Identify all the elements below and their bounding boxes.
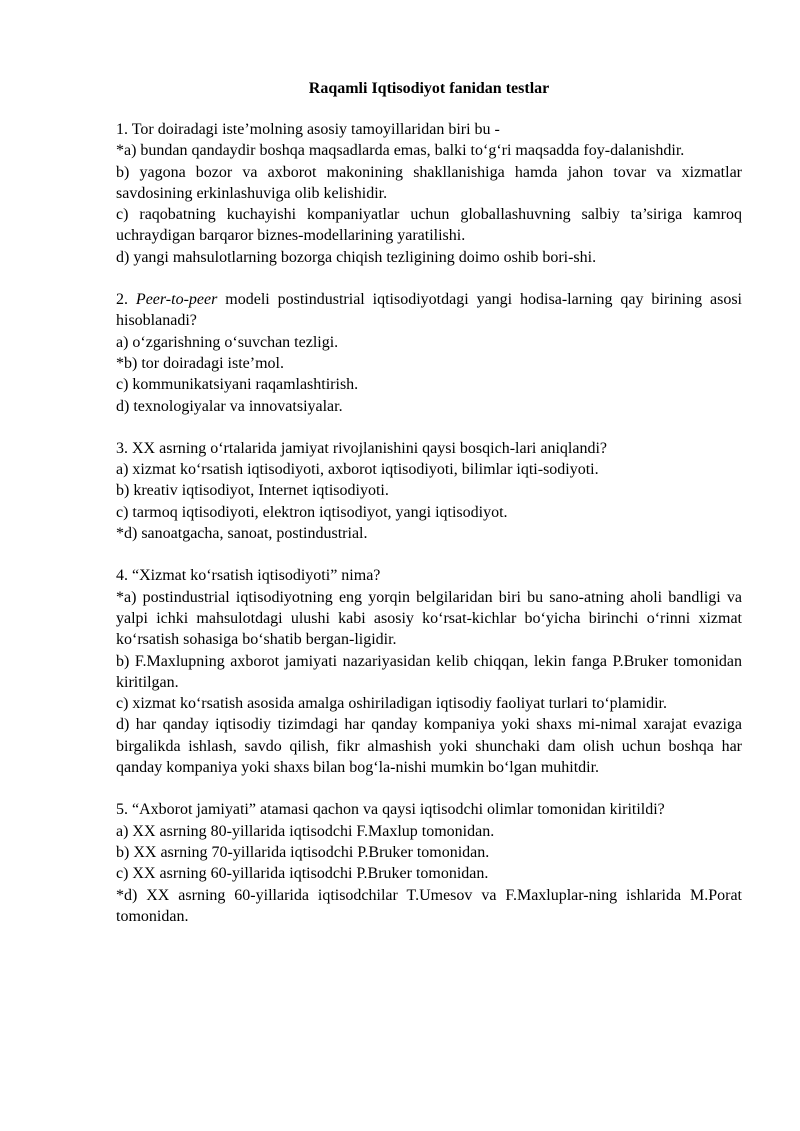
answer-option: *a) bundan qandaydir boshqa maqsadlarda emas, balki to‘g‘ri maqsadda foy-dalanishdir. (116, 142, 685, 160)
question-italic-term: Peer-to-peer (135, 291, 218, 309)
answer-option: b) kreativ iqtisodiyot, Internet iqtisodiyoti. (116, 482, 389, 500)
question-body: modeli postindustrial iqtisodiyotdagi yangi hodisa-larning qay birining asosi hisoblanadi? (116, 291, 742, 330)
answer-option: a) XX asrning 80-yillarida iqtisodchi F.Maxlup tomonidan. (116, 822, 495, 840)
question-text (116, 438, 742, 459)
answer-option: *d) sanoatgacha, sanoat, postindustrial. (116, 525, 368, 543)
question-text (116, 119, 742, 140)
answer-option: b) yagona bozor va axborot makonining shakllanishiga hamda jahon tovar va xizmatlar savdosining erkinlashuviga olib kelishidir. (116, 163, 742, 202)
answer-option: *d) XX asrning 60-yillarida iqtisodchilar T.Umesov va F.Maxluplar-ning ishlarida M.Porat tomonidan. (116, 886, 742, 925)
answer-option: *a) postindustrial iqtisodiyotning eng yorqin belgilaridan biri bu sano-atning aholi bandligi va yalpi ichki mahsulotdagi ulushi kabi asosiy ko‘rsat-kichlar bo‘yicha birinchi o‘rinni xizmat ko‘rsatish sohasiga bo‘shatib bergan-ligidir. (116, 588, 742, 649)
answer-option: d) texnologiyalar va innovatsiyalar. (116, 397, 343, 415)
question-5 (116, 799, 742, 927)
answer-option: c) tarmoq iqtisodiyoti, elektron iqtisodiyot, yangi iqtisodiyot. (116, 503, 508, 521)
answer-option: a) xizmat ko‘rsatish iqtisodiyoti, axborot iqtisodiyoti, bilimlar iqti-sodiyoti. (116, 461, 599, 479)
question-1 (116, 119, 742, 268)
answer-option: a) o‘zgarishning o‘suvchan tezligi. (116, 333, 339, 351)
question-text (116, 565, 742, 586)
question-number: 1. (116, 121, 128, 138)
question-4 (116, 565, 742, 778)
answer-option: c) raqobatning kuchayishi kompaniyatlar uchun globallashuvning salbiy ta’siriga kamroq uchraydigan barqaror biznes-modellarining yaratilishi. (116, 206, 742, 245)
question-number: 2. (116, 291, 128, 309)
answer-option: d) har qanday iqtisodiy tizimdagi har qanday kompaniya yoki shaxs mi-nimal xarajat evaziga birgalikda ishlash, savdo qilish, fikr almashish yoki shunchaki dam olish uchun boshqa har qanday kompaniya yoki shaxs bilan bog‘la-nishi mumkin bo‘lgan muhitdir. (116, 716, 742, 777)
answer-option: c) kommunikatsiyani raqamlashtirish. (116, 376, 359, 394)
document-page (116, 78, 742, 948)
answer-option: c) xizmat ko‘rsatish asosida amalga oshiriladigan iqtisodiy faoliyat turlari to‘plamidir. (116, 695, 667, 713)
question-body: “Xizmat ko‘rsatish iqtisodiyoti” nima? (132, 567, 381, 585)
question-body: Tor doiradagi iste’molning asosiy tamoyillaridan biri bu - (131, 121, 500, 138)
question-text (116, 799, 742, 820)
question-number: 4. (116, 567, 128, 585)
question-number: 5. (116, 801, 128, 819)
question-text (116, 289, 742, 332)
question-body: XX asrning o‘rtalarida jamiyat rivojlanishini qaysi bosqich-lari aniqlandi? (132, 439, 607, 457)
question-2 (116, 289, 742, 417)
question-body: “Axborot jamiyati” atamasi qachon va qaysi iqtisodchi olimlar tomonidan kiritildi? (132, 801, 665, 819)
answer-option: b) XX asrning 70-yillarida iqtisodchi P.Bruker tomonidan. (116, 843, 490, 861)
question-number: 3. (116, 439, 128, 457)
answer-option: d) yangi mahsulotlarning bozorga chiqish tezligining doimo oshib bori-shi. (116, 248, 597, 266)
question-3 (116, 438, 742, 544)
document-title: Raqamli Iqtisodiyot fanidan testlar (308, 80, 550, 97)
answer-option: c) XX asrning 60-yillarida iqtisodchi P.Bruker tomonidan. (116, 865, 489, 883)
answer-option: b) F.Maxlupning axborot jamiyati nazariyasidan kelib chiqqan, lekin fanga P.Bruker tomonidan kiritilgan. (116, 652, 742, 691)
answer-option: *b) tor doiradagi iste’mol. (116, 354, 284, 372)
